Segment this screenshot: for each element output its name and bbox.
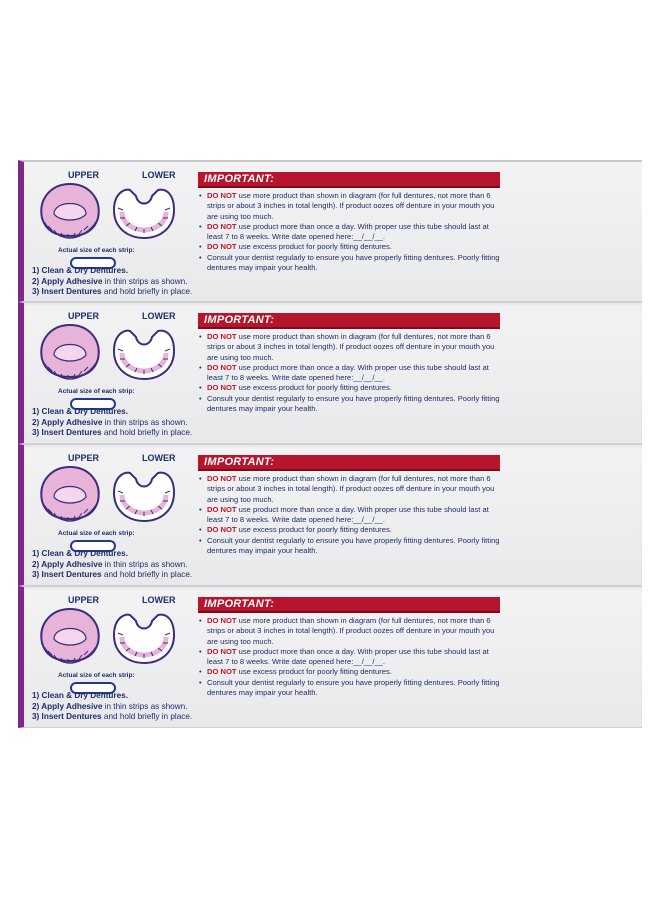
step-2: 2) Apply Adhesive in thin strips as shown. <box>32 276 188 286</box>
upper-denture-icon <box>34 178 106 242</box>
warning-item: • DO NOT use more product than shown in diagram (for full dentures, not more than 6 strips or about 3 inches in total length). If product oozes off denture in your mouth you are using too much. <box>199 616 495 646</box>
application-steps <box>32 691 192 723</box>
step-2: 2) Apply Adhesive in thin strips as shown. <box>32 417 188 427</box>
strip-size-label: Actual size of each strip: <box>58 388 135 395</box>
important-heading: IMPORTANT: <box>198 597 500 613</box>
important-warnings <box>198 455 500 556</box>
step-1: 1) Clean & Dry Dentures. <box>32 549 129 558</box>
step-3: 3) Insert Dentures and hold briefly in place. <box>32 428 193 437</box>
warning-item: • DO NOT use excess product for poorly fitting dentures. <box>199 242 392 252</box>
denture-diagram <box>28 453 188 537</box>
lower-denture-icon <box>108 184 180 242</box>
warning-item: • DO NOT use excess product for poorly fitting dentures. <box>199 525 392 535</box>
lower-label: LOWER <box>142 453 176 463</box>
instruction-panel <box>18 586 642 728</box>
warning-item: • DO NOT use product more than once a day. With proper use this tube should last at least 7 to 8 weeks. Write date opened here:__/__/__. <box>199 362 489 383</box>
step-3: 3) Insert Dentures and hold briefly in place. <box>32 712 193 721</box>
strip-size-label: Actual size of each strip: <box>58 247 135 254</box>
warning-item: • DO NOT use product more than once a day. With proper use this tube should last at least 7 to 8 weeks. Write date opened here:__/__/__. <box>199 504 489 525</box>
upper-denture-icon <box>34 603 106 667</box>
instruction-panel <box>18 160 642 302</box>
step-1: 1) Clean & Dry Dentures. <box>32 691 129 700</box>
application-steps <box>32 266 192 298</box>
important-warnings <box>198 172 500 273</box>
strip-size-label: Actual size of each strip: <box>58 672 135 679</box>
step-3: 3) Insert Dentures and hold briefly in place. <box>32 287 193 296</box>
warning-item: • Consult your dentist regularly to ensure you have properly fitting dentures. Poorly fitting dentures may impair your health. <box>199 393 500 414</box>
warning-item: • DO NOT use product more than once a day. With proper use this tube should last at least 7 to 8 weeks. Write date opened here:__/__/__. <box>199 221 489 242</box>
step-3: 3) Insert Dentures and hold briefly in place. <box>32 570 193 579</box>
denture-diagram <box>28 311 188 395</box>
lower-denture-icon <box>108 325 180 383</box>
lower-denture-icon <box>108 609 180 667</box>
warning-list <box>198 191 500 273</box>
lower-label: LOWER <box>142 170 176 180</box>
instruction-panel <box>18 302 642 444</box>
upper-label: UPPER <box>68 453 100 463</box>
important-warnings <box>198 597 500 698</box>
lower-label: LOWER <box>142 311 176 321</box>
step-1: 1) Clean & Dry Dentures. <box>32 407 129 416</box>
warning-item: • Consult your dentist regularly to ensure you have properly fitting dentures. Poorly fitting dentures may impair your health. <box>199 252 500 273</box>
warning-list <box>198 616 500 698</box>
warning-item: • DO NOT use excess product for poorly fitting dentures. <box>199 667 392 677</box>
upper-denture-icon <box>34 461 106 525</box>
warning-item: • DO NOT use excess product for poorly fitting dentures. <box>199 383 392 393</box>
warning-list <box>198 474 500 556</box>
important-heading: IMPORTANT: <box>198 313 500 329</box>
warning-list <box>198 332 500 414</box>
warning-item: • DO NOT use product more than once a day. With proper use this tube should last at least 7 to 8 weeks. Write date opened here:__/__/__. <box>199 646 489 667</box>
warning-item: • Consult your dentist regularly to ensure you have properly fitting dentures. Poorly fitting dentures may impair your health. <box>199 535 500 556</box>
warning-item: • Consult your dentist regularly to ensure you have properly fitting dentures. Poorly fitting dentures may impair your health. <box>199 677 500 698</box>
upper-label: UPPER <box>68 595 100 605</box>
lower-denture-icon <box>108 467 180 525</box>
important-heading: IMPORTANT: <box>198 455 500 471</box>
lower-label: LOWER <box>142 595 176 605</box>
step-1: 1) Clean & Dry Dentures. <box>32 266 129 275</box>
upper-denture-icon <box>34 319 106 383</box>
step-2: 2) Apply Adhesive in thin strips as shown. <box>32 559 188 569</box>
instruction-panel-stack <box>18 160 642 728</box>
step-2: 2) Apply Adhesive in thin strips as shown. <box>32 701 188 711</box>
warning-item: • DO NOT use more product than shown in diagram (for full dentures, not more than 6 strips or about 3 inches in total length). If product oozes off denture in your mouth you are using too much. <box>199 474 495 504</box>
strip-size-label: Actual size of each strip: <box>58 530 135 537</box>
warning-item: • DO NOT use more product than shown in diagram (for full dentures, not more than 6 strips or about 3 inches in total length). If product oozes off denture in your mouth you are using too much. <box>199 332 495 362</box>
application-steps <box>32 549 192 581</box>
warning-item: • DO NOT use more product than shown in diagram (for full dentures, not more than 6 strips or about 3 inches in total length). If product oozes off denture in your mouth you are using too much. <box>199 191 495 221</box>
denture-diagram <box>28 595 188 679</box>
denture-diagram <box>28 170 188 254</box>
application-steps <box>32 407 192 439</box>
upper-label: UPPER <box>68 311 100 321</box>
important-warnings <box>198 313 500 414</box>
important-heading: IMPORTANT: <box>198 172 500 188</box>
upper-label: UPPER <box>68 170 100 180</box>
instruction-panel <box>18 444 642 586</box>
